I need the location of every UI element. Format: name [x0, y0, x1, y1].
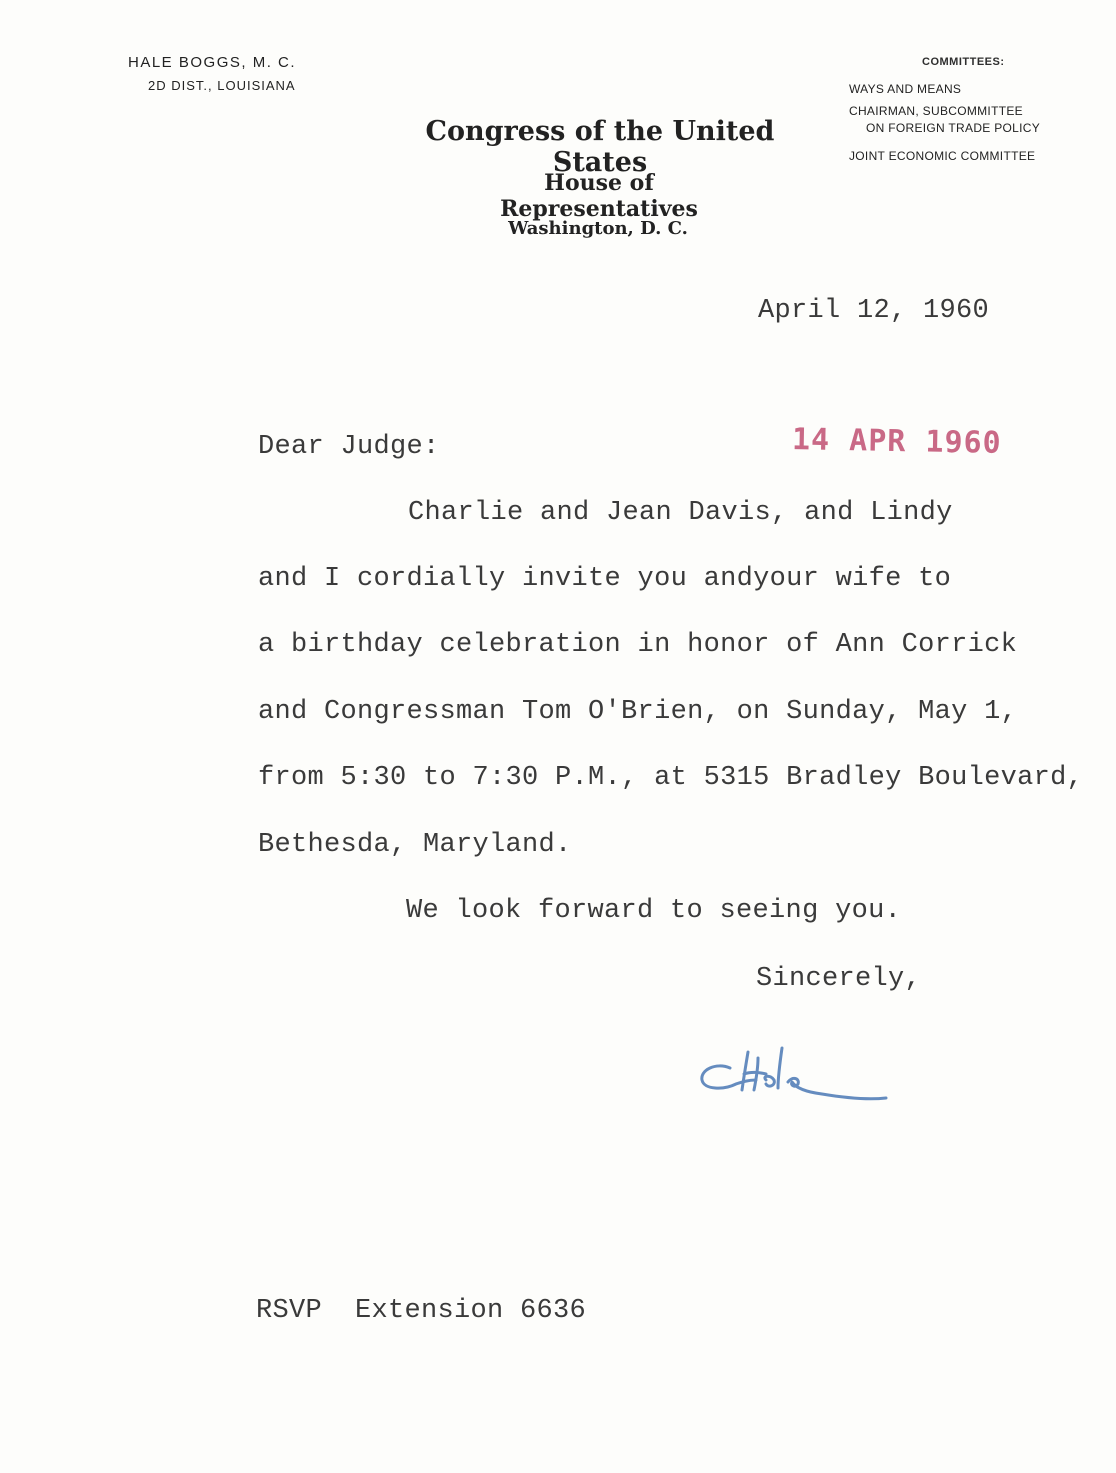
body-line: We look forward to seeing you.: [406, 896, 902, 926]
received-stamp: 14 APR 1960: [791, 422, 1002, 461]
committee-item: WAYS AND MEANS: [849, 82, 962, 96]
body-line: from 5:30 to 7:30 P.M., at 5315 Bradley Boulevard,: [258, 763, 1084, 793]
letterhead-congress: Congress of the United States: [425, 116, 775, 178]
committee-item: JOINT ECONOMIC COMMITTEE: [849, 149, 1036, 163]
body-line: and I cordially invite you andyour wife to: [258, 564, 952, 594]
body-line: Charlie and Jean Davis, and Lindy: [408, 498, 953, 528]
body-line: Bethesda, Maryland.: [258, 830, 572, 860]
committee-item: ON FOREIGN TRADE POLICY: [866, 121, 1041, 135]
body-line: and Congressman Tom O'Brien, on Sunday, May 1,: [258, 697, 1018, 727]
letter-date: April 12, 1960: [758, 296, 990, 326]
salutation: Dear Judge:: [258, 432, 440, 462]
sender-name: HALE BOGGS, M. C.: [128, 54, 297, 71]
closing: Sincerely,: [756, 964, 922, 994]
committee-item: CHAIRMAN, SUBCOMMITTEE: [849, 104, 1023, 118]
committees-title: COMMITTEES:: [922, 56, 1005, 68]
sender-district: 2D DIST., LOUISIANA: [148, 78, 296, 93]
letterhead-house: House of Representatives: [500, 170, 698, 222]
body-line: a birthday celebration in honor of Ann Corrick: [258, 630, 1018, 660]
letterhead-city: Washington, D. C.: [508, 218, 688, 239]
signature: [696, 1040, 896, 1110]
rsvp-line: RSVP Extension 6636: [256, 1296, 587, 1326]
